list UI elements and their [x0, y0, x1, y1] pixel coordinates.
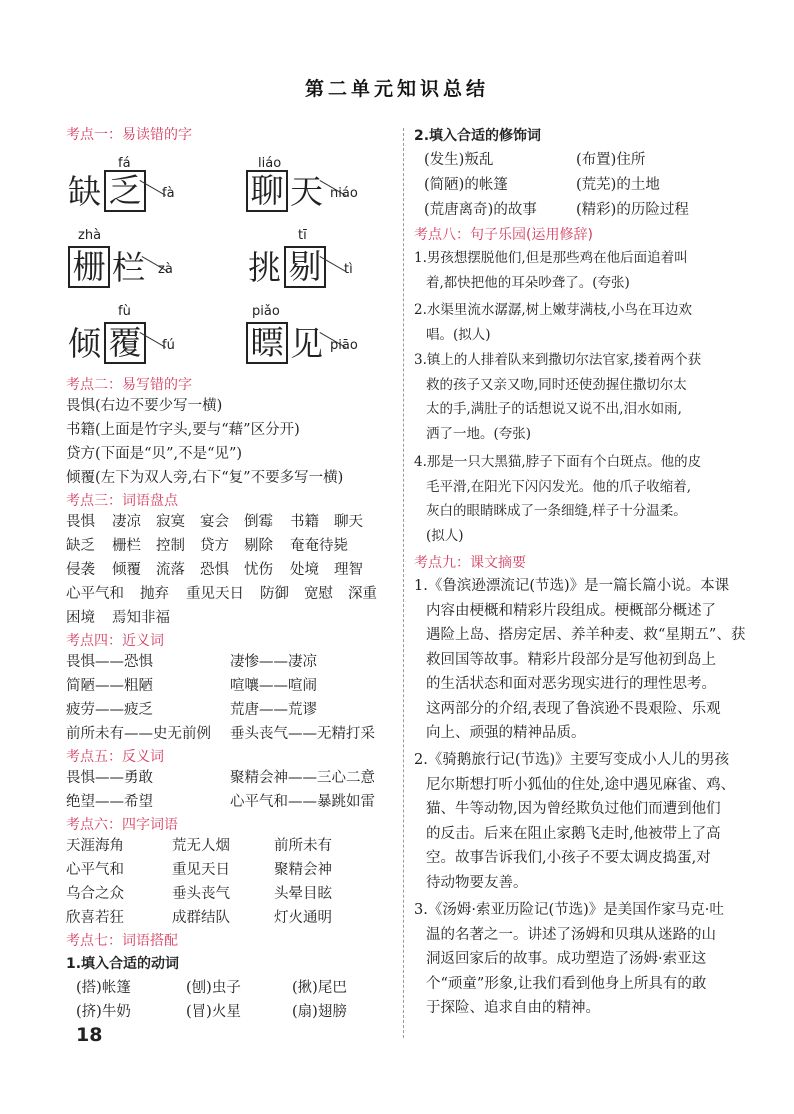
hanzi-boxed: 乏 [104, 170, 146, 212]
text-line: 尼尔斯想打听小狐仙的住处,途中遇见麻雀、鸡、 [426, 776, 736, 793]
collocation: (简陋)的帐篷 [424, 177, 508, 193]
word: 宴会 [200, 514, 229, 530]
text-line: 的反击。后来在阻止家鹅飞走时,他被带上了高 [426, 825, 721, 842]
word: 焉知非福 [112, 610, 170, 626]
word: 重见天日 [186, 586, 244, 602]
text-line: 待动物要友善。 [426, 874, 528, 891]
summary-item [414, 898, 724, 1021]
text-line: 洞返回家后的故事。成功塑造了汤姆·索亚这 [426, 951, 707, 967]
word: 奄奄待毙 [290, 538, 348, 554]
hanzi-boxed: 栅 [68, 246, 110, 288]
text-line: 遇险上岛、搭房定居、养羊种麦、救“星期五”、获 [426, 627, 746, 643]
word: 聚精会神 [274, 862, 332, 878]
pinyin-wrong: niáo [330, 186, 358, 201]
word: 聊天 [334, 514, 363, 530]
word: 心平气和 [66, 862, 124, 878]
text-line: 空。故事告诉我们,小孩子不要太调皮捣蛋,对 [426, 850, 711, 866]
word: 前所未有 [274, 838, 332, 854]
collocation: (搭)帐篷 [76, 980, 131, 996]
hanzi: 见 [290, 324, 323, 363]
section-heading-kd6: 考点六：四字词语 [66, 817, 178, 833]
text-line: 向上、顽强的精神品质。 [426, 725, 586, 741]
text-line: (拟人) [426, 527, 464, 544]
word: 困境 [66, 610, 95, 626]
text-line: 3.《汤姆·索亚历险记(节选)》是美国作家马克·吐 [414, 902, 724, 918]
text-line: 毛平滑,在阳光下闪闪发光。他的爪子收缩着, [426, 478, 692, 495]
word: 荒无人烟 [172, 838, 230, 854]
text-line: 1.男孩想摆脱他们,但是那些鸡在他后面追着叫 [414, 250, 688, 266]
collocation: (荒芜)的土地 [576, 177, 660, 193]
section-heading-kd1: 考点一：易读错的字 [66, 127, 192, 143]
word-pair: 心平气和——暴跳如雷 [230, 794, 375, 810]
sub-heading: 1.填入合适的动词 [66, 956, 180, 972]
word-pair: 畏惧——勇敢 [66, 770, 153, 786]
word: 天涯海角 [66, 838, 124, 854]
word: 头晕目眩 [274, 886, 332, 902]
text-line: 灰白的眼睛眯成了一条细缝,样子十分温柔。 [426, 503, 687, 519]
section-heading-kd5: 考点五：反义词 [66, 749, 164, 765]
word: 书籍 [290, 514, 319, 530]
word: 处境 [290, 562, 319, 578]
word: 垂头丧气 [172, 886, 230, 902]
pinyin-wrong: zà [158, 262, 173, 277]
text-line: 的生活状态和面对恶劣现实进行的理性思考。 [426, 676, 716, 692]
text-line: 内容由梗概和精彩片段组成。梗概部分概述了 [426, 602, 716, 619]
collocation: (刨)虫子 [186, 980, 241, 996]
word: 理智 [334, 562, 363, 578]
word: 凄凉 [112, 514, 141, 530]
pinyin-correct: liáo [258, 156, 282, 171]
collocation: (挤)牛奶 [76, 1004, 131, 1020]
text-line: 猫、牛等动物,因为曾经欺负过他们而遭到他们 [426, 801, 721, 817]
collocation: (扇)翅膀 [292, 1004, 347, 1020]
word: 抛弃 [140, 586, 169, 602]
pinyin-correct: tī [298, 228, 307, 243]
text-line: 于探险、追求自由的精神。 [426, 1000, 600, 1016]
pinyin-wrong: fà [162, 186, 175, 201]
text-line: 着,都快把他的耳朵吵聋了。(夸张) [426, 274, 630, 291]
text-line: 洒了一地。(夸张) [426, 425, 532, 442]
word: 成群结队 [172, 910, 230, 926]
word: 贷方 [200, 538, 229, 554]
word: 缺乏 [66, 538, 95, 554]
section-heading-kd2: 考点二：易写错的字 [66, 377, 192, 393]
section-heading-kd8: 考点八：句子乐园(运用修辞) [414, 227, 593, 243]
hanzi: 天 [290, 172, 323, 211]
text-line: 这两部分的介绍,表现了鲁滨逊不畏艰险、乐观 [426, 700, 721, 717]
summary-item [414, 574, 745, 746]
word-pair: 前所未有——史无前例 [66, 726, 211, 742]
section-heading-kd3: 考点三：词语盘点 [66, 493, 178, 509]
word: 控制 [156, 538, 185, 554]
section-heading-kd7: 考点七：词语搭配 [66, 933, 178, 949]
word: 乌合之众 [66, 886, 124, 902]
text-line: 畏惧(右边不要少写一横) [66, 398, 223, 414]
word: 畏惧 [66, 514, 95, 530]
pinyin-correct: piǎo [252, 304, 280, 319]
hanzi: 挑 [248, 248, 281, 287]
pinyin-correct: fù [118, 304, 131, 319]
collocation: (发生)叛乱 [424, 152, 494, 168]
text-line: 4.那是一只大黑猫,脖子下面有个白斑点。他的皮 [414, 454, 702, 470]
pinyin-wrong: fú [162, 338, 175, 353]
section-heading-kd9: 考点九：课文摘要 [414, 555, 526, 571]
pinyin-correct: zhà [78, 228, 102, 243]
word: 流落 [156, 562, 185, 578]
word: 心平气和 [66, 586, 124, 602]
column-divider [403, 128, 404, 1038]
word-pair: 喧嚷——喧闹 [230, 678, 317, 694]
hanzi-boxed: 聊 [246, 170, 288, 212]
text-line: 救回国等故事。精彩片段部分是写他初到岛上 [426, 651, 716, 668]
text-line: 3.镇上的人排着队来到撒切尔法官家,搂着两个获 [414, 352, 702, 368]
word-pair: 垂头丧气——无精打采 [230, 726, 375, 742]
collocation: (揪)尾巴 [292, 980, 347, 996]
text-line: 个“顽童”形象,让我们看到他身上所具有的敢 [426, 975, 707, 992]
text-line: 救的孩子又亲又吻,同时还使劲握住撒切尔太 [426, 376, 687, 393]
section-heading-kd4: 考点四：近义词 [66, 633, 164, 649]
sentence-item [414, 450, 701, 548]
pinyin-wrong: tì [344, 262, 353, 277]
word-pair: 畏惧——恐惧 [66, 654, 153, 670]
hanzi-boxed: 覆 [104, 322, 146, 364]
word: 侵袭 [66, 562, 95, 578]
text-line: 书籍(上面是竹字头,要与“藉”区分开) [66, 422, 300, 438]
hanzi: 栏 [112, 248, 145, 287]
pinyin-wrong: piāo [330, 338, 358, 353]
text-line: 2.水渠里流水潺潺,树上嫩芽满枝,小鸟在耳边欢 [414, 302, 692, 318]
hanzi-boxed: 剔 [284, 246, 326, 288]
page-number: 18 [76, 1024, 103, 1046]
word: 剔除 [244, 538, 273, 554]
word-pair: 凄惨——凄凉 [230, 654, 317, 670]
word: 防御 [260, 586, 289, 602]
word: 重见天日 [172, 862, 230, 878]
sub-heading: 2.填入合适的修饰词 [414, 128, 542, 144]
word: 深重 [348, 586, 377, 602]
word: 倒霉 [244, 514, 273, 530]
text-line: 2.《骑鹅旅行记(节选)》主要写变成小人儿的男孩 [414, 752, 730, 768]
word-pair: 简陋——粗陋 [66, 678, 153, 694]
word: 灯火通明 [274, 910, 332, 926]
collocation: (精彩)的历险过程 [576, 202, 689, 218]
collocation: (荒唐离奇)的故事 [424, 202, 537, 218]
page-title: 第二单元知识总结 [304, 78, 489, 100]
collocation: (布置)住所 [576, 152, 646, 168]
hanzi-boxed: 瞟 [246, 322, 288, 364]
pinyin-correct: fá [118, 156, 131, 171]
text-line: 太的手,满肚子的话想说又说不出,泪水如雨, [426, 401, 682, 417]
text-line: 1.《鲁滨逊漂流记(节选)》是一篇长篇小说。本课 [414, 578, 730, 594]
word: 欣喜若狂 [66, 910, 124, 926]
word: 宽慰 [304, 586, 333, 602]
sentence-item [414, 246, 688, 295]
word-pair: 疲劳——疲乏 [66, 702, 153, 718]
summary-item [414, 748, 735, 895]
text-line: 唱。(拟人) [426, 326, 491, 343]
word: 倾覆 [112, 562, 141, 578]
word: 栅栏 [112, 538, 141, 554]
word: 寂寞 [156, 514, 185, 530]
sentence-item [414, 348, 701, 446]
word-pair: 聚精会神——三心二意 [230, 770, 375, 786]
text-line: 贷方(下面是“贝”,不是“见”) [66, 446, 243, 462]
hanzi: 缺 [68, 172, 101, 211]
collocation: (冒)火星 [186, 1004, 241, 1020]
sentence-item [414, 298, 692, 347]
text-line: 倾覆(左下为双人旁,右下“复”不要多写一横) [66, 470, 344, 486]
word: 忧伤 [244, 562, 273, 578]
word: 恐惧 [200, 562, 229, 578]
hanzi: 倾 [68, 324, 101, 363]
word-pair: 绝望——希望 [66, 794, 153, 810]
text-line: 温的名著之一。讲述了汤姆和贝琪从迷路的山 [426, 926, 716, 943]
word-pair: 荒唐——荒谬 [230, 702, 317, 718]
